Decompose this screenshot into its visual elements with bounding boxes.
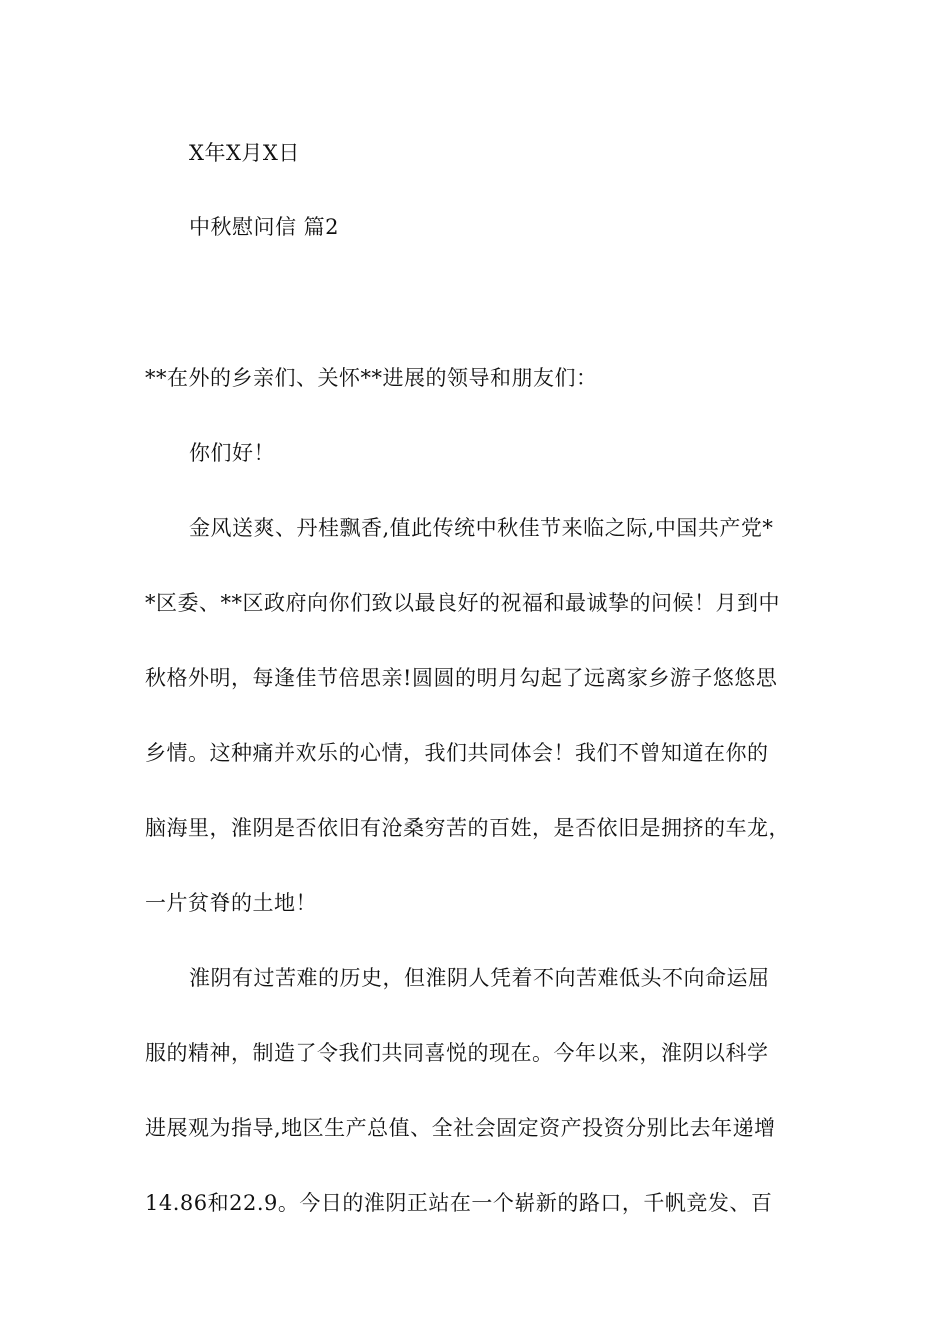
date-line: X年X月X日 bbox=[189, 141, 300, 165]
paragraph-line: 服的精神，制造了令我们共同喜悦的现在。今年以来，淮阴以科学 bbox=[145, 1041, 769, 1065]
paragraph-line: *区委、**区政府向你们致以最良好的祝福和最诚挚的问候！月到中 bbox=[145, 591, 780, 615]
paragraph-line: 一片贫脊的土地！ bbox=[145, 891, 317, 915]
paragraph-line: 进展观为指导,地区生产总值、全社会固定资产投资分别比去年递增 bbox=[145, 1116, 776, 1140]
paragraph-line: 金风送爽、丹桂飘香,值此传统中秋佳节来临之际,中国共产党* bbox=[189, 516, 774, 540]
paragraph-line: 脑海里，淮阴是否依旧有沧桑穷苦的百姓，是否依旧是拥挤的车龙， bbox=[145, 816, 790, 840]
paragraph-line: 14.86和22.9。今日的淮阴正站在一个崭新的路口，千帆竞发、百 bbox=[145, 1191, 773, 1215]
salutation: **在外的乡亲们、关怀**进展的领导和朋友们： bbox=[145, 366, 598, 390]
greeting: 你们好！ bbox=[189, 441, 275, 465]
paragraph-line: 乡情。这种痛并欢乐的心情，我们共同体会！我们不曾知道在你的 bbox=[145, 741, 769, 765]
paragraph-line: 秋格外明，每逢佳节倍思亲!圆圆的明月勾起了远离家乡游子悠悠思 bbox=[145, 666, 778, 690]
section-title: 中秋慰问信 篇2 bbox=[189, 215, 340, 239]
paragraph-line: 淮阴有过苦难的历史，但淮阴人凭着不向苦难低头不向命运屈 bbox=[189, 966, 770, 990]
